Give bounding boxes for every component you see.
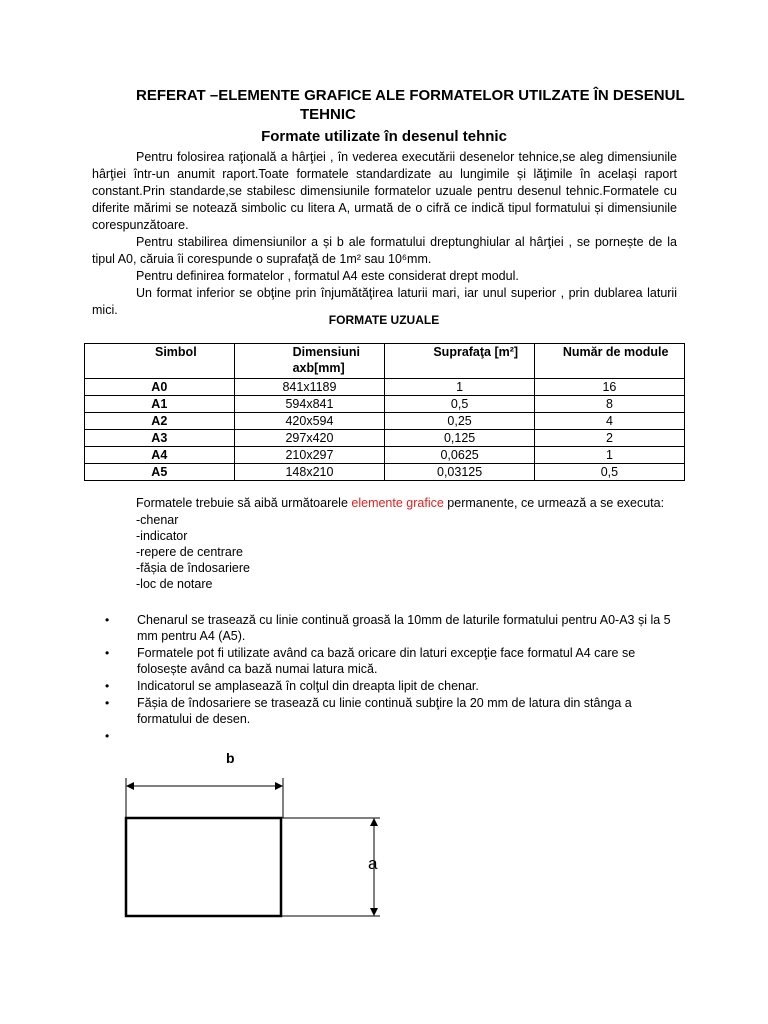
cell-module: 1 [534,447,684,464]
element-item: -chenar [136,513,179,527]
label-a: a [368,854,378,873]
cell-simbol: A3 [85,430,235,447]
cell-suprafata: 1 [385,379,535,396]
cell-dimensiuni: 594x841 [234,396,385,413]
bullet-icon: • [105,729,110,743]
paragraph-3: Pentru definirea formatelor , formatul A4 este considerat drept modul. [136,269,519,283]
list-item-text: Indicatorul se amplasează în colţul din dreapta lipit de chenar. [137,679,479,693]
cell-module: 2 [534,430,684,447]
cell-module: 8 [534,396,684,413]
cell-suprafata: 0,125 [385,430,535,447]
elements-highlight: elemente grafice [351,496,444,510]
cell-module: 16 [534,379,684,396]
paragraph-2: Pentru stabilirea dimensiunilor a și b ale formatului dreptunghiular al hârţiei , se pornește de la tipul A0, căruia îi corespunde o suprafaţă de 1m² sau 10⁶mm. [92,235,677,266]
cell-dimensiuni: 841x1189 [234,379,385,396]
cell-module: 4 [534,413,684,430]
element-item: -loc de notare [136,577,213,591]
element-item: -indicator [136,529,188,543]
cell-suprafata: 0,03125 [385,464,535,481]
table-caption: FORMATE UZUALE [328,313,440,327]
bullet-icon: • [105,646,110,660]
cell-module: 0,5 [534,464,684,481]
cell-simbol: A5 [85,464,235,481]
bullet-icon: • [105,679,110,693]
element-item: -fășia de îndosariere [136,561,250,575]
cell-dimensiuni: 148x210 [234,464,385,481]
paragraph-4: Un format inferior se obţine prin înjumătăţirea laturii mari, iar unul superior , prin dublarea laturii mici. [92,286,677,317]
section-heading: Formate utilizate în desenul tehnic [261,128,507,145]
header-suprafata: Suprafaţa [m²] [385,344,535,379]
elements-intro-after: permanente, ce urmează a se executa: [443,496,665,510]
cell-simbol: A0 [85,379,235,396]
bullet-icon: • [105,613,110,627]
label-b: b [226,750,235,766]
header-module: Număr de module [534,344,684,379]
element-item: -repere de centrare [136,545,244,559]
bullet-icon: • [105,696,110,710]
list-item-text: Fășia de îndosariere se trasează cu linie continuă subţire la 20 mm de latura din stânga a formatului de desen. [137,696,632,726]
cell-suprafata: 0,0625 [385,447,535,464]
format-rectangle [126,818,281,916]
cell-suprafata: 0,25 [385,413,535,430]
title-line-2: TEHNIC [300,106,356,123]
cell-suprafata: 0,5 [385,396,535,413]
cell-simbol: A4 [85,447,235,464]
elements-intro-before: Formatele trebuie să aibă următoarele [136,496,352,510]
title-line-1: REFERAT –ELEMENTE GRAFICE ALE FORMATELOR UTILZATE ÎN DESENUL [136,87,685,104]
cell-simbol: A2 [85,413,235,430]
cell-dimensiuni: 297x420 [234,430,385,447]
cell-dimensiuni: 420x594 [234,413,385,430]
header-simbol: Simbol [85,344,235,379]
cell-dimensiuni: 210x297 [234,447,385,464]
list-item-text: Chenarul se trasează cu linie continuă groasă la 10mm de laturile formatului pentru A0-A3 și la 5 mm pentru A4 (A5). [137,613,671,643]
cell-simbol: A1 [85,396,235,413]
header-dimensiuni: Dimensiuni axb[mm] [234,344,385,379]
paragraph-1: Pentru folosirea raţională a hârţiei , în vederea executării desenelor tehnice,se aleg dimensiunile hârţiei într-un anumit raport.Toate formatele standardizate au lungimile și lăţimile în același raport constant.Prin standarde,se stabilesc dimensiunile formatelor uzuale pentru desenul tehnic.Formatele cu diferite mărimi se notează simbolic cu litera A, urmată de o cifră ce indică tipul formatului și dimensiunile corespunzătoare. [92,150,677,232]
list-item-text: Formatele pot fi utilizate având ca bază oricare din laturi excepţie face formatul A4 care se folosește având ca bază numai latura mică. [137,646,636,676]
